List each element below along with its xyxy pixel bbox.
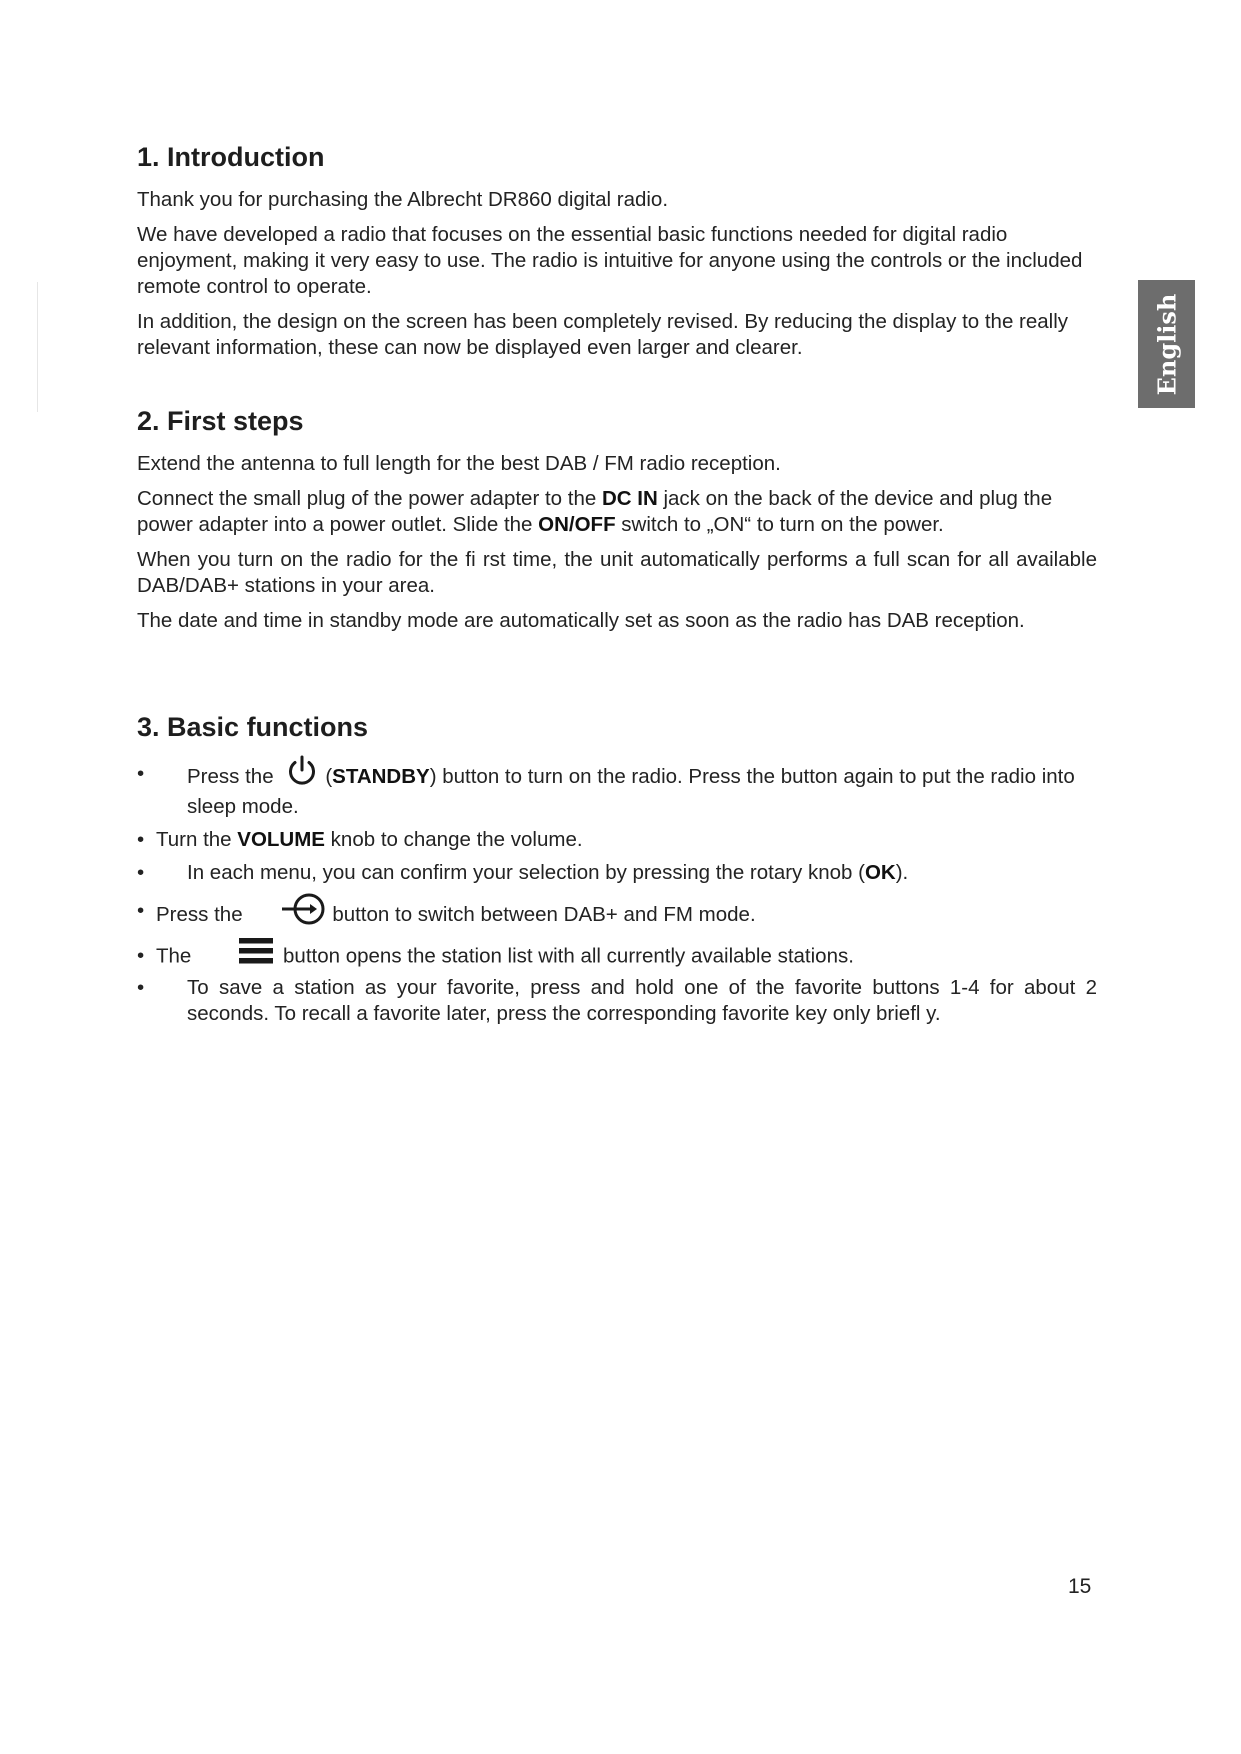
volume-label: VOLUME xyxy=(237,828,325,851)
dc-in-label: DC IN xyxy=(601,487,658,510)
intro-paragraph-3: In addition, the design on the screen has been completely revised. By reducing the display to the really relevant information, these can now be displayed even larger and clearer. xyxy=(137,310,1069,359)
list-item-ok: • In each menu, you can confirm your selection by pressing the rotary knob (OK). xyxy=(137,861,909,884)
menu-list-icon xyxy=(239,938,273,971)
first-steps-paragraph-1: Extend the antenna to full length for the best DAB / FM radio reception. xyxy=(137,452,781,475)
section-introduction xyxy=(137,142,1097,361)
mode-switch-icon xyxy=(280,892,328,933)
ok-label: OK xyxy=(864,861,896,884)
section-basic-functions xyxy=(137,712,1097,1027)
standby-label: STANDBY xyxy=(332,764,430,788)
basic-functions-list xyxy=(137,761,1097,1027)
intro-paragraph-2: We have developed a radio that focuses on the essential basic functions needed for digital radio enjoyment, making it very easy to use. The radio is intuitive for anyone using the controls or the included remote control to operate. xyxy=(137,223,1083,298)
first-steps-paragraph-4: The date and time in standby mode are automatically set as soon as the radio has DAB reception. xyxy=(137,609,1025,632)
list-item-station-list: • The button opens the station list with all currently available stations. xyxy=(137,943,1097,971)
language-tab xyxy=(1138,280,1195,408)
on-off-label: ON/OFF xyxy=(538,513,616,536)
first-steps-paragraph-2: Connect the small plug of the power adapter to the DC IN jack on the back of the device and plug the power adapter into a power outlet. Slide the ON/OFF switch to „ON“ to turn on the power. xyxy=(137,487,1053,536)
first-steps-heading: 2. First steps xyxy=(137,406,304,436)
basic-functions-heading: 3. Basic functions xyxy=(137,712,369,742)
section-first-steps xyxy=(137,406,1097,634)
language-tab-label: English xyxy=(1152,293,1181,395)
list-item-standby: • Press the (STANDBY) button to turn on the radio. Press the button again to put the radio into sleep mode. xyxy=(137,761,1097,820)
intro-paragraph-1: Thank you for purchasing the Albrecht DR860 digital radio. xyxy=(137,188,669,211)
first-steps-paragraph-3: When you turn on the radio for the fi rst time, the unit automatically performs a full scan for all available DAB/DAB+ stations in your area. xyxy=(137,548,1097,597)
list-item-mode: • Press the button to switch between DAB+ and FM mode. xyxy=(137,898,1097,933)
scan-edge-line xyxy=(37,282,38,412)
list-item-volume: • Turn the VOLUME knob to change the volume. xyxy=(137,828,583,851)
list-item-favorites: • To save a station as your favorite, press and hold one of the favorite buttons 1-4 for about 2 seconds. To recall a favorite later, press the corresponding favorite key only briefl y. xyxy=(137,976,1097,1025)
power-icon xyxy=(285,755,319,794)
page-number: 15 xyxy=(1068,1575,1092,1598)
intro-heading: 1. Introduction xyxy=(137,142,325,172)
